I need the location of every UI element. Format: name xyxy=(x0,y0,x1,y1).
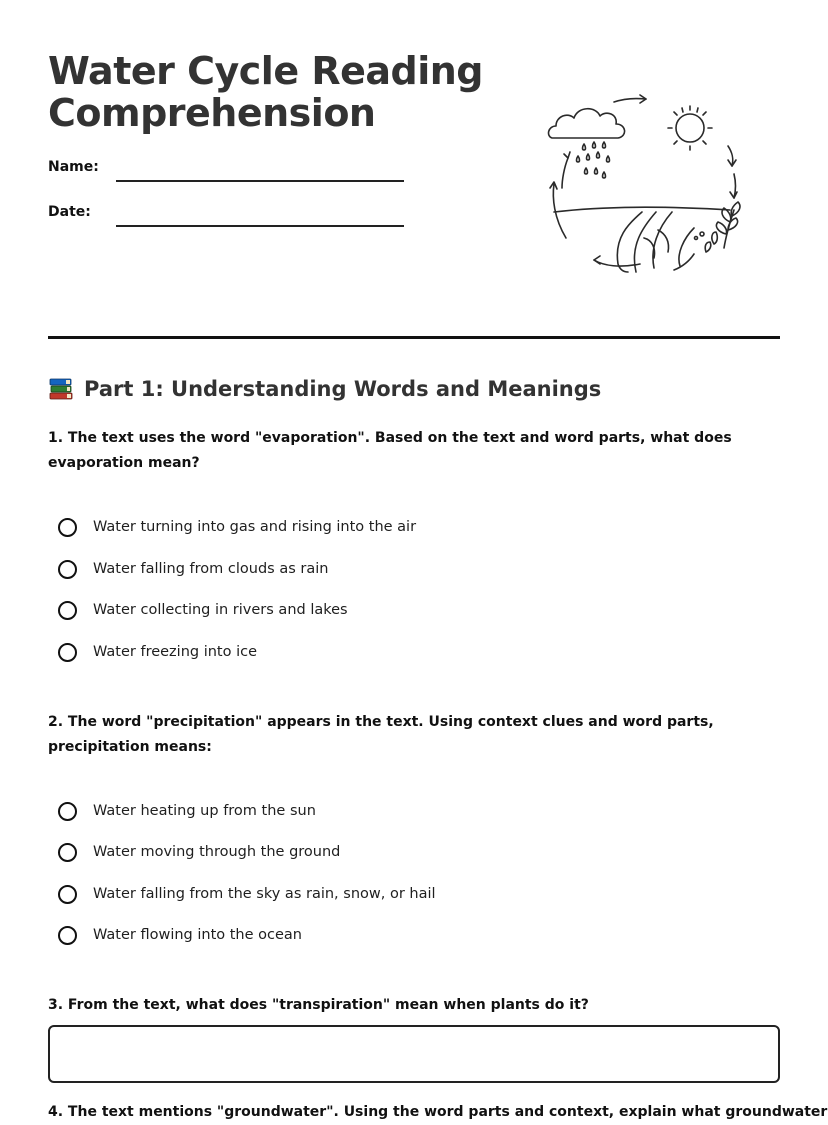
question-3: 3. From the text, what does "transpiration" mean when plants do it? xyxy=(48,997,589,1013)
radio-button[interactable] xyxy=(58,802,77,821)
radio-button[interactable] xyxy=(58,926,77,945)
radio-button[interactable] xyxy=(58,843,77,862)
option-label: Water falling from clouds as rain xyxy=(93,561,329,577)
q2-option-1[interactable] xyxy=(58,798,316,824)
q1-option-1[interactable] xyxy=(58,514,416,540)
radio-button[interactable] xyxy=(58,601,77,620)
q2-option-2[interactable] xyxy=(58,839,340,865)
q1-option-4[interactable] xyxy=(58,639,257,665)
option-label: Water moving through the ground xyxy=(93,844,341,860)
option-label: Water heating up from the sun xyxy=(93,803,316,819)
radio-button[interactable] xyxy=(58,643,77,662)
section-divider xyxy=(48,336,780,339)
name-label: Name: xyxy=(48,159,99,175)
option-label: Water falling from the sky as rain, snow, or hail xyxy=(93,886,436,902)
question-1: 1. The text uses the word "evaporation". Based on the text and word parts, what does evaporation mean? xyxy=(48,430,732,471)
radio-button[interactable] xyxy=(58,518,77,537)
worksheet-page xyxy=(48,0,828,1120)
part1-heading xyxy=(48,374,601,404)
q2-option-4[interactable] xyxy=(58,922,302,948)
radio-button[interactable] xyxy=(58,560,77,579)
option-label: Water flowing into the ocean xyxy=(93,927,302,943)
option-label: Water collecting in rivers and lakes xyxy=(93,602,348,618)
date-field[interactable] xyxy=(116,225,404,227)
date-label: Date: xyxy=(48,204,91,220)
question-2: 2. The word "precipitation" appears in the text. Using context clues and word parts, precipitation means: xyxy=(48,714,714,755)
option-label: Water turning into gas and rising into the air xyxy=(93,519,417,535)
part1-heading-text: Part 1: Understanding Words and Meanings xyxy=(84,377,602,401)
option-label: Water freezing into ice xyxy=(93,644,258,660)
question-4: 4. The text mentions "groundwater". Using the word parts and context, explain what groundwater xyxy=(48,1104,828,1120)
q1-option-2[interactable] xyxy=(58,556,328,582)
q2-option-3[interactable] xyxy=(58,881,436,907)
name-field[interactable] xyxy=(116,180,404,182)
q1-option-3[interactable] xyxy=(58,597,348,623)
radio-button[interactable] xyxy=(58,885,77,904)
water-cycle-illustration xyxy=(544,88,744,278)
answer-input[interactable] xyxy=(48,1025,780,1083)
books-icon xyxy=(48,377,74,401)
worksheet-title: Water Cycle Reading Comprehension xyxy=(48,49,483,135)
